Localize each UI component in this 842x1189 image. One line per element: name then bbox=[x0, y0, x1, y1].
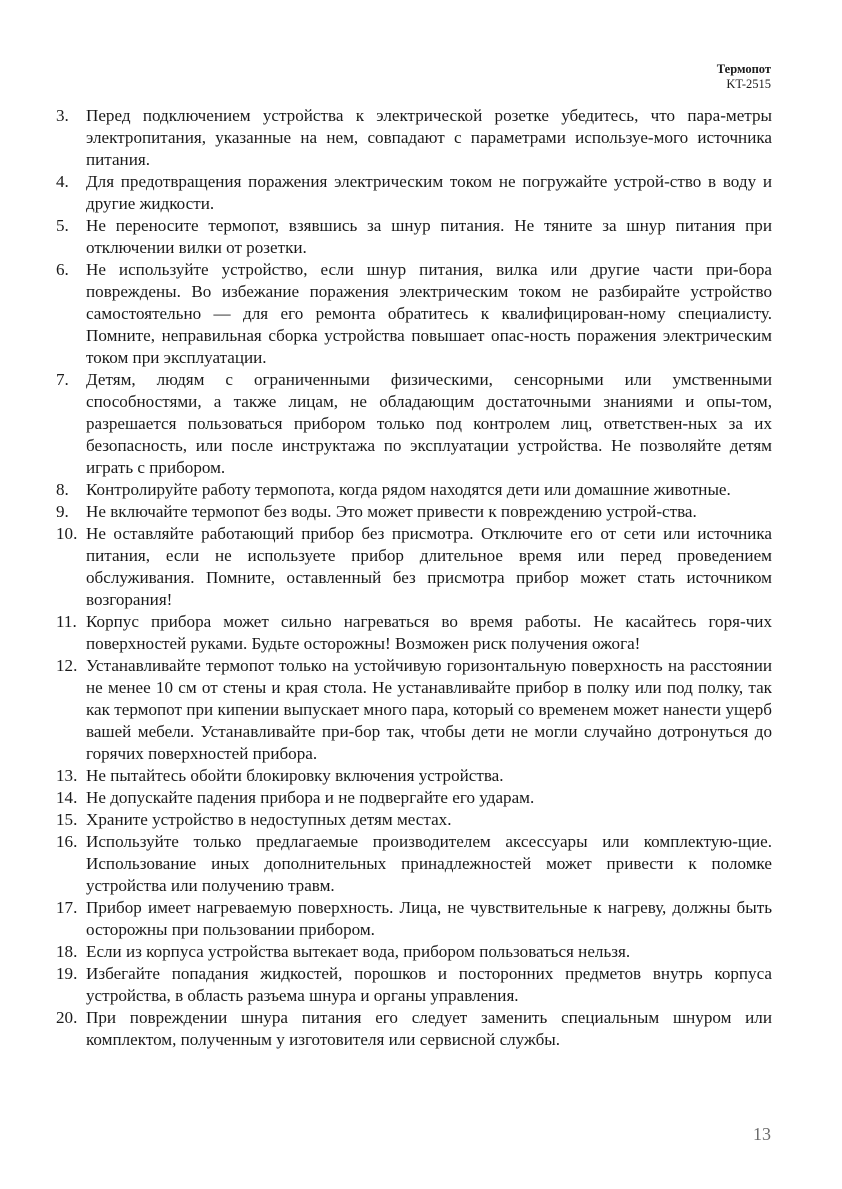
item-text: Устанавливайте термопот только на устойчивую горизонтальную поверхность на расстоянии не менее 10 см от стены и края стола. Не устанавливайте прибор в полку или под полку, так как термопот при кипении выпускает много пара, который со временем может нанести ущерб вашей мебели. Устанавливайте при-бор так, чтобы дети не могли случайно дотронуться до горячих поверхностей прибора. bbox=[86, 656, 772, 763]
instructions-list bbox=[56, 105, 772, 1051]
list-item bbox=[56, 963, 772, 1007]
item-number: 19. bbox=[56, 964, 78, 983]
item-text: Избегайте попадания жидкостей, порошков и посторонних предметов внутрь корпуса устройства, в область разъема шнура и органы управления. bbox=[86, 964, 772, 1005]
item-text: Не допускайте падения прибора и не подвергайте его ударам. bbox=[86, 788, 535, 807]
page-header bbox=[717, 62, 771, 92]
item-text: Используйте только предлагаемые производителем аксессуары или комплектую-щие. Использование иных дополнительных принадлежностей может привести к поломке устройства или получению травм. bbox=[86, 832, 772, 895]
item-text: Не включайте термопот без воды. Это может привести к повреждению устрой-ства. bbox=[86, 502, 697, 521]
item-number: 5. bbox=[56, 216, 69, 235]
item-number: 4. bbox=[56, 172, 69, 191]
list-item bbox=[56, 369, 772, 479]
list-item bbox=[56, 809, 772, 831]
item-number: 7. bbox=[56, 370, 69, 389]
page-number: 13 bbox=[753, 1124, 771, 1144]
list-item bbox=[56, 765, 772, 787]
item-number: 9. bbox=[56, 502, 69, 521]
item-number: 15. bbox=[56, 810, 78, 829]
item-number: 13. bbox=[56, 766, 78, 785]
item-text: Не используйте устройство, если шнур питания, вилка или другие части при-бора повреждены. Во избежание поражения электрическим током не разбирайте устройство самостоятельно — для его ремонта обратитесь к квалифицирован-ному специалисту. Помните, неправильная сборка устройства повышает опас-ность поражения электрическим током при эксплуатации. bbox=[86, 260, 772, 367]
item-text: Храните устройство в недоступных детям местах. bbox=[86, 810, 452, 829]
list-item bbox=[56, 1007, 772, 1051]
product-title: Термопот bbox=[716, 62, 771, 76]
list-item bbox=[56, 501, 772, 523]
item-number: 14. bbox=[56, 788, 78, 807]
item-number: 20. bbox=[56, 1008, 78, 1027]
list-item bbox=[56, 523, 772, 611]
item-text: Если из корпуса устройства вытекает вода, прибором пользоваться нельзя. bbox=[86, 942, 631, 961]
item-number: 8. bbox=[56, 480, 69, 499]
item-text: Прибор имеет нагреваемую поверхность. Лица, не чувствительные к нагреву, должны быть осторожны при пользовании прибором. bbox=[86, 898, 772, 939]
list-item bbox=[56, 897, 772, 941]
safety-instructions bbox=[56, 105, 772, 1051]
item-text: Не пытайтесь обойти блокировку включения устройства. bbox=[86, 766, 504, 785]
list-item bbox=[56, 259, 772, 369]
item-number: 10. bbox=[56, 524, 78, 543]
item-text: Для предотвращения поражения электрическим током не погружайте устрой-ство в воду и другие жидкости. bbox=[86, 172, 772, 213]
item-text: Не переносите термопот, взявшись за шнур питания. Не тяните за шнур питания при отключении вилки от розетки. bbox=[86, 216, 772, 257]
item-number: 12. bbox=[56, 656, 78, 675]
list-item bbox=[56, 479, 772, 501]
list-item bbox=[56, 215, 772, 259]
item-number: 16. bbox=[56, 832, 78, 851]
list-item bbox=[56, 787, 772, 809]
item-text: Контролируйте работу термопота, когда рядом находятся дети или домашние животные. bbox=[86, 480, 731, 499]
item-text: При повреждении шнура питания его следует заменить специальным шнуром или комплектом, полученным у изготовителя или сервисной службы. bbox=[86, 1008, 772, 1049]
item-number: 6. bbox=[56, 260, 69, 279]
item-text: Не оставляйте работающий прибор без присмотра. Отключите его от сети или источника питания, если не используете прибор длительное время или перед проведением обслуживания. Помните, оставленный без присмотра прибор может стать источником возгорания! bbox=[86, 524, 772, 609]
list-item bbox=[56, 941, 772, 963]
item-number: 11. bbox=[56, 612, 77, 631]
list-item bbox=[56, 831, 772, 897]
product-model: KT-2515 bbox=[726, 77, 771, 91]
item-text: Корпус прибора может сильно нагреваться во время работы. Не касайтесь горя-чих поверхностей руками. Будьте осторожны! Возможен риск получения ожога! bbox=[86, 612, 772, 653]
list-item bbox=[56, 611, 772, 655]
item-text: Перед подключением устройства к электрической розетке убедитесь, что пара-метры электропитания, указанные на нем, совпадают с параметрами используе-мого источника питания. bbox=[86, 106, 772, 169]
item-text: Детям, людям с ограниченными физическими, сенсорными или умственными способностями, а также лицам, не обладающим достаточными знаниями и опы-том, разрешается пользоваться прибором только под контролем лиц, ответствен-ных за их безопасность, или после инструктажа по эксплуатации устройства. Не позволяйте детям играть с прибором. bbox=[86, 370, 772, 477]
item-number: 17. bbox=[56, 898, 78, 917]
list-item bbox=[56, 655, 772, 765]
list-item bbox=[56, 171, 772, 215]
item-number: 3. bbox=[56, 106, 69, 125]
item-number: 18. bbox=[56, 942, 78, 961]
list-item bbox=[56, 105, 772, 171]
